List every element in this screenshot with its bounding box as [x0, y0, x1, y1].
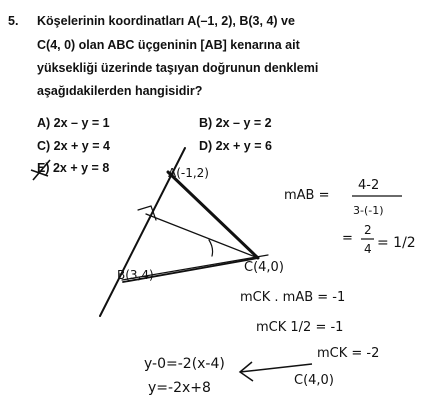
question-line-4: aşağıdakilerden hangisidir? [37, 84, 203, 98]
equation-line-2: y=-2x+8 [148, 380, 211, 396]
option-d[interactable]: D) 2x + y = 6 [199, 139, 272, 153]
equation-line-1: y-0=-2(x-4) [144, 356, 225, 372]
option-c[interactable]: C) 2x + y = 4 [37, 139, 110, 153]
option-a[interactable]: A) 2x – y = 1 [37, 116, 110, 130]
product-rule: mCK . mAB = -1 [240, 290, 346, 305]
triangle-sketch [100, 148, 268, 316]
question-line-1: Köşelerinin koordinatları A(–1, 2), B(3, 4) ve [37, 14, 295, 28]
slope-ab-lhs: mAB = [284, 188, 330, 203]
arrow-to-equation [240, 362, 312, 381]
label-point-c: C(4,0) [244, 260, 284, 275]
slope-ab-numerator: 4-2 [358, 178, 380, 193]
slope-ab-den2: 4 [364, 242, 372, 256]
slope-ab-equals: = [342, 231, 353, 246]
slope-ab-result: = 1/2 [377, 235, 416, 251]
slope-ab-denominator: 3-(-1) [353, 204, 384, 217]
point-c-again: C(4,0) [294, 373, 334, 388]
label-point-a: A(-1,2) [168, 166, 209, 180]
product-substitution: mCK 1/2 = -1 [256, 320, 344, 335]
label-point-b: B(3,4) [117, 268, 154, 282]
slope-ab-num2: 2 [364, 223, 372, 237]
option-b[interactable]: B) 2x – y = 2 [199, 116, 272, 130]
option-e[interactable]: E) 2x + y = 8 [37, 161, 110, 175]
question-line-2: C(4, 0) olan ABC üçgeninin [AB] kenarına ait [37, 38, 300, 52]
question-number: 5. [8, 14, 19, 28]
question-line-3: yüksekliği üzerinde taşıyan doğrunun denklemi [37, 61, 319, 75]
mck-value: mCK = -2 [317, 346, 380, 361]
